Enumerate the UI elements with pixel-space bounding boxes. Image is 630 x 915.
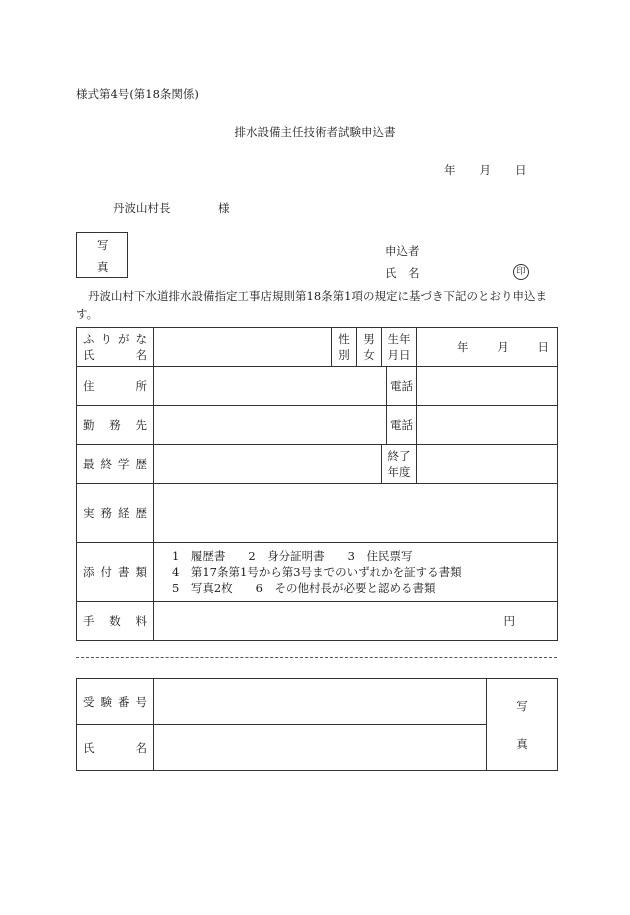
photo-label-bottom: 真 [97, 260, 109, 274]
address-label: 住 所 [77, 367, 154, 406]
application-date [444, 162, 527, 178]
ticket-photo-label-top: 写 [516, 698, 528, 713]
experience-field[interactable] [154, 484, 558, 543]
furigana-name-label [77, 328, 154, 367]
date-year-label: 年 [444, 163, 456, 177]
fee-field[interactable] [154, 602, 558, 641]
application-statement: 丹波山村下水道排水設備指定工事店規則第18条第1項の規定に基づき下記のとおり申込ます。 [76, 289, 547, 321]
birth-month-label: 月 [497, 340, 509, 354]
addressee: 丹波山村長 [113, 201, 171, 215]
exam-ticket-table [76, 678, 558, 771]
education-field[interactable] [154, 445, 382, 484]
attachment-item: 5 写真2枚 6 その他村長が必要と認める書類 [172, 581, 436, 595]
attachment-item: 4 第17条第1号から第3号までのいずれかを証する書類 [172, 565, 462, 579]
form-title: 排水設備主任技術者試験申込書 [234, 125, 396, 139]
cut-line [76, 657, 557, 658]
date-day-label: 日 [515, 163, 527, 177]
ticket-photo-box [487, 679, 558, 771]
attachments-list [154, 543, 558, 602]
applicant-name-label: 氏 名 [385, 266, 420, 280]
exam-number-field[interactable] [154, 679, 487, 725]
honorific: 様 [218, 201, 230, 215]
furigana-label: ふ り が な [83, 332, 147, 346]
workplace-phone-field[interactable] [417, 406, 558, 445]
workplace-field[interactable] [154, 406, 387, 445]
fee-label: 手 数 料 [77, 602, 154, 641]
ticket-name-field[interactable] [154, 725, 487, 771]
fee-unit: 円 [503, 614, 515, 628]
photo-box [76, 232, 128, 278]
phone-field[interactable] [417, 367, 558, 406]
attachments-label: 添 付 書 類 [77, 543, 154, 602]
sex-option-male[interactable]: 男 [363, 332, 375, 346]
ticket-photo-label-bottom: 真 [516, 736, 528, 751]
sex-option-female[interactable]: 女 [363, 348, 375, 362]
date-month-label: 月 [479, 163, 491, 177]
sex-label: 性 別 [332, 328, 357, 367]
workplace-phone-label: 電話 [387, 406, 417, 445]
applicant-label: 申込者 [385, 244, 420, 258]
address-field[interactable] [154, 367, 387, 406]
birth-date-field[interactable] [417, 328, 558, 367]
experience-label: 実 務 経 歴 [77, 484, 154, 543]
application-form-table [76, 327, 558, 641]
seal-mark: 印 [513, 264, 529, 280]
phone-label: 電話 [387, 367, 417, 406]
ticket-name-label: 氏 名 [77, 725, 154, 771]
photo-label-top: 写 [97, 238, 109, 252]
birth-year-label: 年 [457, 340, 469, 354]
education-label: 最 終 学 歴 [77, 445, 154, 484]
exam-number-label: 受 験 番 号 [77, 679, 154, 725]
birth-date-label: 生年 月日 [382, 328, 417, 367]
form-number: 様式第4号(第18条関係) [76, 87, 199, 101]
sex-options[interactable] [357, 328, 382, 367]
attachment-item: 1 履歴書 2 身分証明書 3 住民票写 [172, 549, 413, 563]
birth-day-label: 日 [537, 340, 549, 354]
workplace-label: 勤 務 先 [77, 406, 154, 445]
graduation-year-label: 終了年度 [382, 445, 417, 484]
name-label: 氏 名 [83, 348, 147, 362]
graduation-year-field[interactable] [417, 445, 558, 484]
name-field[interactable] [154, 328, 332, 367]
